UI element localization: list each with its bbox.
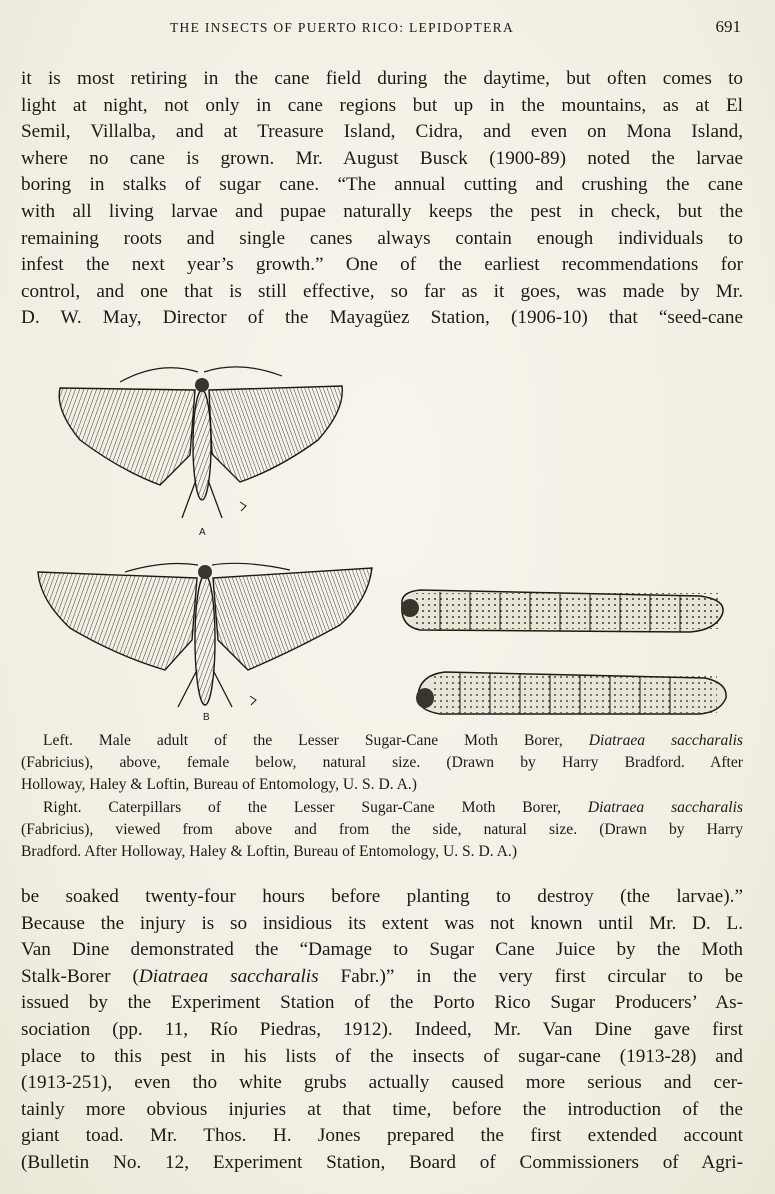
caption-text: Right. Caterpillars of the Lesser Sugar-Cane Moth Borer, bbox=[43, 798, 588, 816]
figure-label-a: A bbox=[199, 527, 206, 538]
figure-captions bbox=[21, 730, 743, 863]
species-name: Diatraea saccharalis bbox=[138, 965, 319, 987]
species-name: Diatraea saccharalis bbox=[588, 732, 743, 749]
text-line: (Bulletin No. 12, Experiment Station, Board of Commissioners of Agri- bbox=[21, 1151, 743, 1173]
text-line: infest the next year’s growth.” One of the earliest recommendations for bbox=[21, 254, 743, 276]
caption-left-line: Holloway, Haley & Loftin, Bureau of Entomology, U. S. D. A.) bbox=[21, 776, 417, 794]
caption-right-line: Bradford. After Holloway, Haley & Loftin, Bureau of Entomology, U. S. D. A.) bbox=[21, 843, 518, 861]
figure-illustration bbox=[0, 350, 775, 730]
caption-left-line: (Fabricius), above, female below, natural size. (Drawn by Harry Bradford. After bbox=[21, 754, 743, 772]
species-name: Diatraea saccharalis bbox=[587, 798, 743, 816]
moth-b-icon bbox=[38, 563, 372, 707]
caption-text: Left. Male adult of the Lesser Sugar-Cane Moth Borer, bbox=[43, 732, 589, 749]
figure-moth-borer bbox=[0, 350, 775, 730]
text-line: with all living larvae and pupae naturally keeps the pest in check, but the bbox=[21, 200, 743, 222]
text-line: boring in stalks of sugar cane. “The annual cutting and crushing the cane bbox=[21, 174, 743, 196]
caterpillar-top-icon bbox=[401, 590, 723, 632]
caterpillar-side-icon bbox=[416, 672, 726, 714]
text-line: where no cane is grown. Mr. August Busck (1900-89) noted the larvae bbox=[21, 147, 743, 169]
text-line: Semil, Villalba, and at Treasure Island, Cidra, and even on Mona Island, bbox=[21, 121, 743, 143]
text-fragment: Stalk-Borer ( bbox=[21, 965, 139, 987]
text-line: control, and one that is still effective, so far as it goes, was made by Mr. bbox=[21, 280, 743, 302]
page-number: 691 bbox=[715, 17, 741, 36]
caption-left-line bbox=[21, 730, 743, 752]
text-fragment: Fabr.)” in the very first circular to be bbox=[318, 965, 743, 987]
caption-right-line: (Fabricius), viewed from above and from the side, natural size. (Drawn by Harry bbox=[21, 820, 743, 838]
paragraph-bottom bbox=[21, 884, 743, 1177]
text-line: place to this pest in his lists of the insects of sugar-cane (1913-28) and bbox=[21, 1045, 743, 1067]
text-line: D. W. May, Director of the Mayagüez Station, (1906-10) that “seed-cane bbox=[21, 307, 743, 329]
text-line: light at night, not only in cane regions but up in the mountains, as at El bbox=[21, 94, 743, 116]
text-line: it is most retiring in the cane field during the daytime, but often comes to bbox=[21, 68, 743, 89]
text-line: remaining roots and single canes always contain enough individuals to bbox=[21, 227, 743, 249]
moth-a-icon bbox=[59, 367, 342, 518]
paragraph-top bbox=[21, 66, 743, 332]
caption-right-line bbox=[21, 797, 743, 819]
text-line: be soaked twenty-four hours before planting to destroy (the larvae).” bbox=[21, 886, 743, 907]
text-line: tainly more obvious injuries at that time, before the introduction of the bbox=[21, 1098, 743, 1120]
text-line bbox=[21, 964, 743, 991]
running-head: THE INSECTS OF PUERTO RICO: LEPIDOPTERA bbox=[170, 20, 515, 35]
text-line: Van Dine demonstrated the “Damage to Sugar Cane Juice by the Moth bbox=[21, 939, 743, 961]
text-line: sociation (pp. 11, Río Piedras, 1912). Indeed, Mr. Van Dine gave first bbox=[21, 1018, 743, 1040]
text-line: issued by the Experiment Station of the Porto Rico Sugar Producers’ As- bbox=[21, 992, 743, 1014]
text-line: (1913-251), even tho white grubs actually caused more serious and cer- bbox=[21, 1072, 743, 1094]
text-line: Because the injury is so insidious its extent was not known until Mr. D. L. bbox=[21, 912, 743, 934]
text-line: giant toad. Mr. Thos. H. Jones prepared the first extended account bbox=[21, 1125, 743, 1147]
figure-label-b: B bbox=[203, 712, 210, 723]
